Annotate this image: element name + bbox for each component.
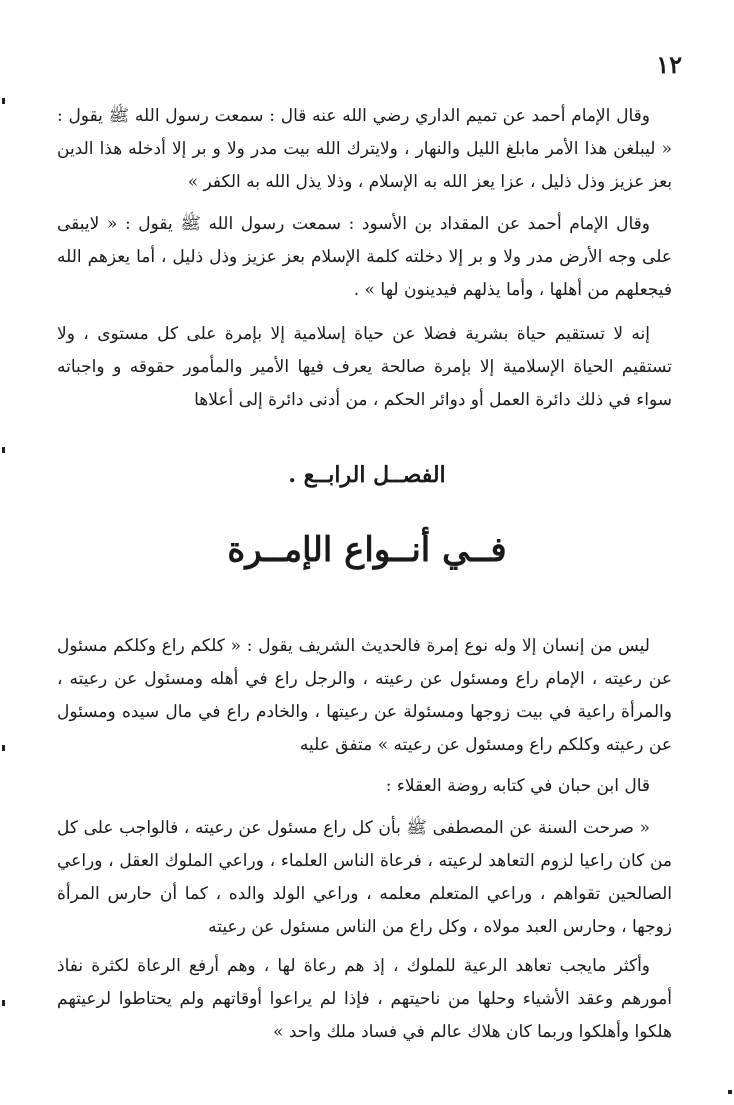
paragraph-imarah-necessity [57, 318, 672, 417]
chapter-label: الفصــل الرابــع . [288, 462, 446, 488]
paragraph-kings-duty [57, 950, 672, 1049]
scan-margin-mark [2, 447, 5, 453]
scan-margin-mark [2, 745, 5, 751]
paragraph-text: وقال الإمام أحمد عن تميم الداري رضي الله عنه قال : سمعت رسول الله ﷺ يقول : « ليبلغن هذا الأمر مابلغ الليل والنهار ، ولايترك الله بيت مدر ولا و بر إلا أدخله هذا الدين بعز عزيز وذل ذليل ، عزا يعز الله به الإسلام ، وذلا يذل الله به الكفر » [57, 106, 672, 192]
paragraph-text: وأكثر مايجب تعاهد الرعية للملوك ، إذ هم رعاة لها ، وهم أرفع الرعاة لكثرة نفاذ أمورهم وعقد الأشياء وحلها من ناحيتهم ، فإذا لم يراعوا أوقاتهم ولم يحتاطوا لرعيتهم هلكوا وأهلكوا وربما كان هلاك عالم في فساد ملك واحد » [57, 956, 672, 1042]
paragraph-text: وقال الإمام أحمد عن المقداد بن الأسود : سمعت رسول الله ﷺ يقول : « لايبقى على وجه الأرض مدر ولا و بر إلا دخلته كلمة الإسلام بعز عزيز وذل ذليل ، أما يعزهم الله فيجعلهم من أهلها ، وأما يذلهم فيدينون لها » . [57, 214, 672, 300]
paragraph-tamim-hadith [57, 100, 672, 199]
scan-margin-mark [2, 98, 5, 104]
chapter-title: فــي أنــواع الإمــرة [227, 530, 507, 570]
paragraph-ibn-hibban-intro [57, 770, 672, 803]
paragraph-text: « صرحت السنة عن المصطفى ﷺ بأن كل راع مسئول عن رعيته ، فالواجب على كل من كان راعيا لزوم التعاهد لرعيته ، فرعاة الناس العلماء ، وراعي الملوك العقل ، وراعي الصالحين تقواهم ، وراعي المتعلم معلمه ، وراعي الولد والده ، كما أن حارس المرأة زوجها ، وحارس العبد مولاه ، وكل راع من الناس مسئول عن رعيته [57, 818, 672, 937]
paragraph-text: إنه لا تستقيم حياة بشرية فضلا عن حياة إسلامية إلا بإمرة على كل مستوى ، ولا تستقيم الحياة الإسلامية إلا بإمرة صالحة يعرف فيها الأمير والمأمور حقوقه و واجباته سواء في ذلك دائرة العمل أو دوائر الحكم ، من أدنى دائرة إلى أعلاها [57, 324, 672, 410]
scan-margin-mark [728, 1090, 732, 1094]
page-number: ١٢ [656, 50, 682, 79]
scan-margin-mark [2, 1000, 5, 1006]
paragraph-text: قال ابن حبان في كتابه روضة العقلاء : [385, 776, 650, 796]
paragraph-miqdad-hadith [57, 208, 672, 307]
paragraph-ibn-hibban-quote [57, 812, 672, 944]
paragraph-every-shepherd [57, 630, 672, 762]
paragraph-text: ليس من إنسان إلا وله نوع إمرة فالحديث الشريف يقول : « كلكم راع وكلكم مسئول عن رعيته ، الإمام راع ومسئول عن رعيته ، والرجل راع في أهله ومسئول عن رعيته ، والمرأة راعية في بيت زوجها ومسئولة عن رعيتها ، والخادم راع في مال سيده ومسئول عن رعيته وكلكم راع ومسئول عن رعيته » متفق عليه [57, 636, 672, 755]
